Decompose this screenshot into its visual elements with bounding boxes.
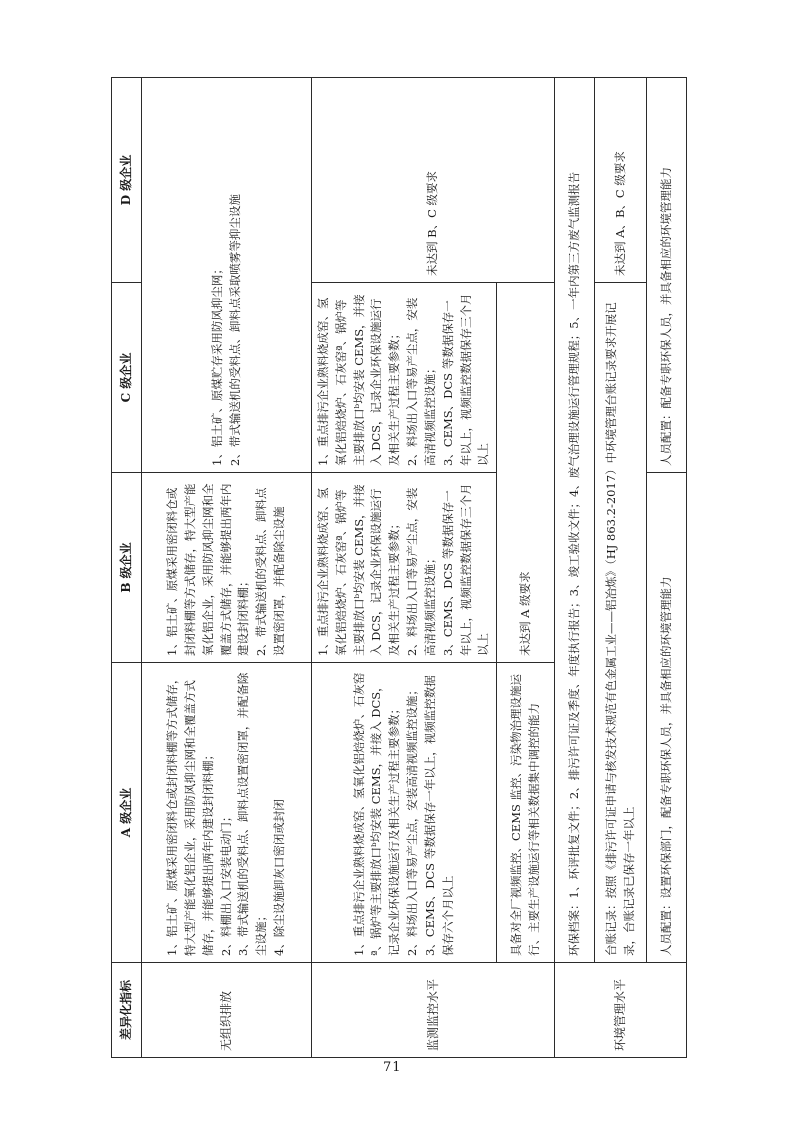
header-grade-b: B 级企业: [112, 473, 142, 663]
monitoring-b-item-1: 1、重点排污企业熟料烧成窑、氢氧化铝焙烧炉、石灰窑ª、锅炉等主要排放口ᵇ均安装 CEMS，并接入 DCS，记录企业环保设施运行及相关生产过程主要参数；: [316, 484, 402, 656]
differentiation-indicator-table: [111, 77, 687, 1058]
unorganized-a-item-3: 3、带式输送机的受料点、卸料点设置密闭罩，并配备除尘设施；: [236, 672, 269, 956]
header-grade-c: C 级企业: [112, 283, 142, 473]
unorganized-a-item-2: 2、料棚出入口安装电动门；: [218, 810, 233, 956]
unorganized-b-cell: [142, 473, 312, 663]
monitoring-a-item-1: 1、重点排污企业熟料烧成窑、氢氧化铝焙烧炉、石灰窑ª、锅炉等主要排放口ᵇ均安装 CEMS，并接入 DCS，记录企业环保设施运行及相关生产过程主要参数；: [351, 672, 402, 956]
monitoring-a-item-3: 3、CEMS、DCS 等数据保存一年以上，视频监控数据保存六个月以上: [422, 675, 455, 956]
monitoring-c-item-2: 2、料场出入口等易产尘点，安装高清视频监控设施；: [405, 297, 437, 466]
indicator-unorganized: 无组织排放: [142, 963, 312, 1058]
monitoring-b-cell: [312, 473, 497, 663]
unorganized-a-cell: [142, 663, 312, 963]
unorganized-b-item-1: 1、铝土矿、原煤采用密闭料仓或封闭料棚等方式储存，特大型产能氧化铝企业，采用防风抑尘网和全覆盖方式储存，并能够提出两年内建设封闭料棚；: [165, 483, 251, 656]
management-ledger-cell: 台账记录：按照《排污许可证申请与核发技术规范有色金属工业——铝冶炼》（HJ 863.2-2017）中环境管理台账记录要求开展记录，台账记录已保存一年以上: [595, 283, 647, 963]
monitoring-b-item-3: 3、CEMS、DCS 等数据保存一年以上，视频监控数据保存三个月以上: [440, 483, 491, 656]
management-archives-cell: 环保档案：1、环评批复文件；2、排污许可证及季度、年度执行报告；3、竣工验收文件；4、废气治理设施运行管理规程；5、一年内第三方废气监测报告: [555, 78, 595, 963]
indicator-monitoring: 监测监控水平: [312, 963, 555, 1058]
table-row-management-ledger: [595, 78, 647, 1058]
header-indicator: 差异化指标: [112, 963, 142, 1058]
monitoring-c-item-3: 3、CEMS、DCS 等数据保存一年以上，视频监控数据保存三个月以上: [440, 293, 491, 466]
management-ledger-d-cell: 未达到 A、B、C 级要求: [595, 78, 647, 283]
monitoring-b2-cell: 未达到 A 级要求: [497, 283, 555, 663]
monitoring-a-item-2: 2、料场出入口等易产尘点，安装高清视频监控设施；: [405, 684, 420, 956]
unorganized-cd-item-2: 2、带式输送机的受料点、卸料点采取喷雾等抑尘设施: [227, 194, 242, 466]
table-row-unorganized: [142, 78, 312, 1058]
unorganized-b-item-2: 2、带式输送机的受料点、卸料点设置密闭罩，并配备除尘设施: [254, 487, 287, 656]
header-grade-d: D 级企业: [112, 78, 142, 283]
management-staff-ab-cell: 人员配置：设置环保部门，配备专职环保人员，并具备相应的环境管理能力: [647, 473, 687, 963]
unorganized-a-item-4: 4、除尘设施卸灰口密闭或封闭: [272, 799, 287, 956]
management-staff-c-cell: 人员配置：配备专职环保人员，并具备相应的环境管理能力: [647, 78, 687, 473]
unorganized-cd-cell: [142, 78, 312, 473]
monitoring-c-cell: [312, 283, 497, 473]
table-row-management-staff: [647, 78, 687, 1058]
rotated-table-container: [111, 78, 681, 1058]
table-header-row: [112, 78, 142, 1058]
unorganized-cd-item-1: 1、铝土矿、原煤贮存采用防风抑尘网；: [209, 263, 224, 466]
monitoring-c-item-1: 1、重点排污企业熟料烧成窑、氢氧化铝焙烧炉、石灰窑ª、锅炉等主要排放口ᵇ均安装 CEMS，并接入 DCS，记录企业环保设施运行及相关生产过程主要参数；: [316, 294, 402, 466]
unorganized-a-item-1: 1、铝土矿、原煤采用密闭料仓或封闭料棚等方式储存，特大型产能氧化铝企业，采用防风抑尘网和全覆盖方式储存，并能够提出两年内建设封闭料棚；: [165, 672, 215, 956]
table-row-management-archives: [555, 78, 595, 1058]
monitoring-a-cell: [312, 663, 497, 963]
monitoring-a2-cell: 具备对全厂视频监控、CEMS 监控、污染物治理设施运行、主要生产设施运行等相关数据集中调控的能力: [497, 663, 555, 963]
monitoring-b-item-2: 2、料场出入口等易产尘点，安装高清视频监控设施；: [405, 487, 437, 656]
page-number: 71: [383, 1060, 402, 1075]
header-grade-a: A 级企业: [112, 663, 142, 963]
monitoring-d-cell: 未达到 B、C 级要求: [312, 78, 555, 283]
indicator-management: 环境管理水平: [555, 963, 687, 1058]
table-row-monitoring-1: [312, 78, 497, 1058]
